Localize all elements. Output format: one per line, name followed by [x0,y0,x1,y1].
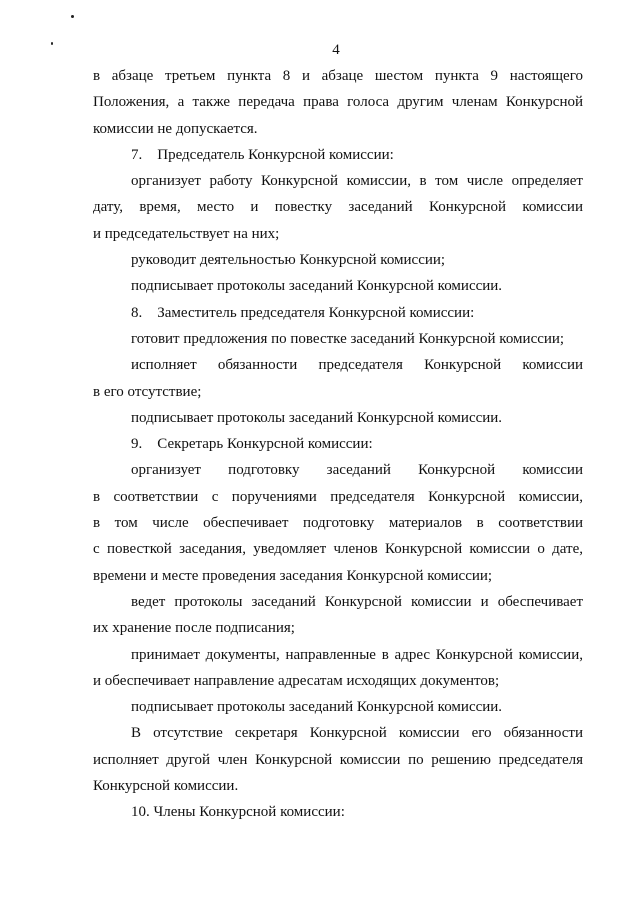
text-line: с повесткой заседания, уведомляет членов Конкурсной комиссии о дате, [93,541,583,558]
text-line: организует работу Конкурсной комиссии, в том числе определяет [131,173,583,190]
text-line: 9. Секретарь Конкурсной комиссии: [131,436,373,453]
text-line: подписывает протоколы заседаний Конкурсной комиссии. [131,278,503,295]
text-line: исполняет другой член Конкурсной комиссии по решению председателя [93,751,583,768]
text-line: в абзаце третьем пункта 8 и абзаце шестом пункта 9 настоящего [93,68,583,84]
text-line: времени и месте проведения заседания Конкурсной комиссии; [93,567,493,584]
text-line: подписывает протоколы заседаний Конкурсной комиссии. [131,699,503,716]
text-line: В отсутствие секретаря Конкурсной комиссии его обязанности [131,725,583,742]
text-line: подписывает протоколы заседаний Конкурсной комиссии. [131,409,503,426]
text-line: в его отсутствие; [93,383,202,400]
text-line: комиссии не допускается. [93,120,258,137]
text-line: в том числе обеспечивает подготовку материалов в соответствии [93,515,583,532]
scan-speck [71,15,74,18]
text-line: Положения, а также передача права голоса другим членам Конкурсной [93,94,583,111]
text-line: их хранение после подписания; [93,620,295,637]
text-line: и обеспечивает направление адресатам исходящих документов; [93,672,500,689]
text-line: 8. Заместитель председателя Конкурсной комиссии: [131,304,475,321]
text-line: исполняет обязанности председателя Конкурсной комиссии [131,357,583,374]
text-line: руководит деятельностью Конкурсной комиссии; [131,252,446,269]
text-line: в соответствии с поручениями председателя Конкурсной комиссии, [93,488,583,505]
text-line: принимает документы, направленные в адрес Конкурсной комиссии, [131,646,583,663]
text-line: дату, время, место и повестку заседаний Конкурсной комиссии [93,199,583,216]
text-line: ведет протоколы заседаний Конкурсной комиссии и обеспечивает [131,593,583,610]
text-line: и председательствует на них; [93,225,280,242]
text-line: 7. Председатель Конкурсной комиссии: [131,146,394,163]
page-number: 4 [332,42,340,58]
text-line: организует подготовку заседаний Конкурсной комиссии [131,462,583,479]
text-line: 10. Члены Конкурсной комиссии: [131,804,345,821]
text-line: Конкурсной комиссии. [93,778,239,795]
text-line: готовит предложения по повестке заседаний Конкурсной комиссии; [131,330,565,347]
document-body [93,63,583,826]
